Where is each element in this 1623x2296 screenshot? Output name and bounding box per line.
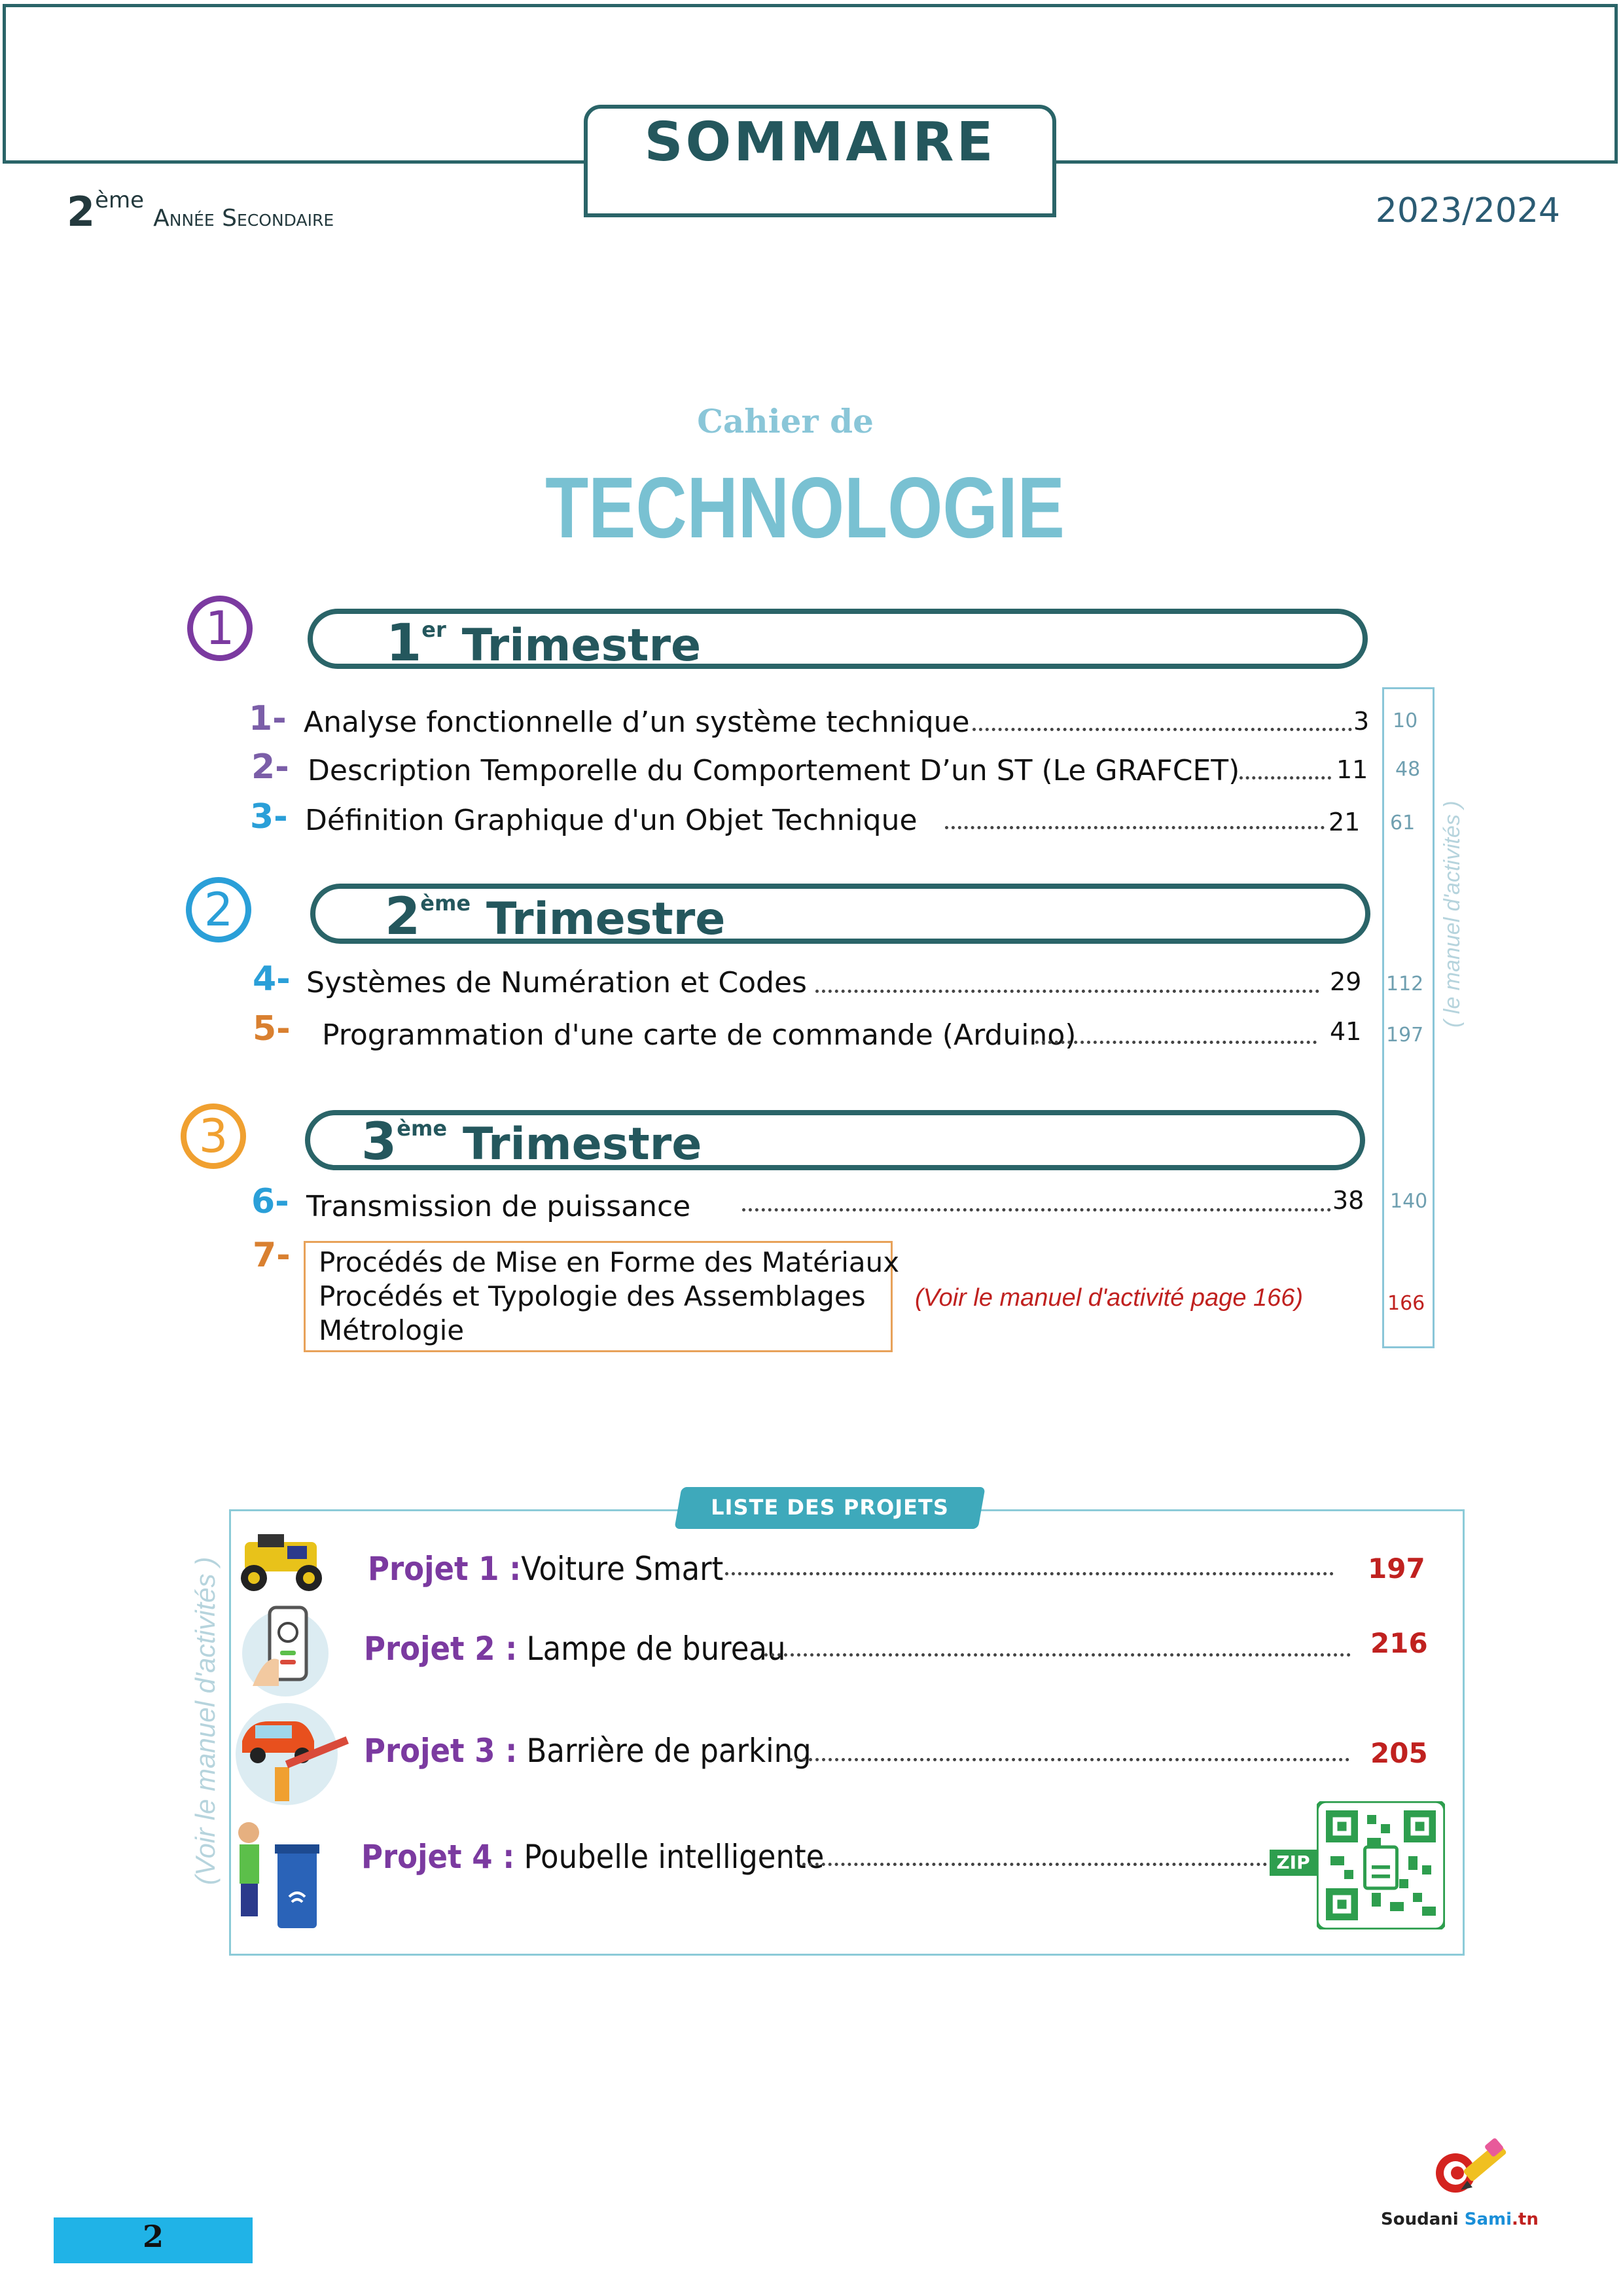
page-number: 2 <box>142 2219 164 2254</box>
projects-side-label: (Voir le manuel d'activités ) <box>190 1556 221 1885</box>
brand-logo-icon <box>1429 2135 1514 2207</box>
trimester-1-sup: er <box>421 617 446 642</box>
manual-column-label: ( le manuel d'activités ) <box>1440 800 1465 1028</box>
chapter-1-page: 3 <box>1353 707 1370 736</box>
chapter-7-line-2: Procédés et Typologie des Assemblages <box>319 1280 866 1312</box>
project-2-page: 216 <box>1370 1627 1428 1659</box>
project-3-page: 205 <box>1370 1737 1428 1769</box>
robot-car-icon <box>232 1522 336 1601</box>
chapter-7-line-1: Procédés de Mise en Forme des Matériaux <box>319 1246 900 1278</box>
chapter-3-number: 3- <box>250 797 288 836</box>
chapter-6-number: 6- <box>251 1182 289 1221</box>
project-1-page: 197 <box>1368 1552 1425 1585</box>
project-3-name <box>364 1732 812 1770</box>
brand-part-c: .tn <box>1512 2210 1539 2229</box>
chapter-6-leader <box>742 1208 1331 1211</box>
chapter-5-number: 5- <box>253 1009 291 1049</box>
trimester-3-word: Trimestre <box>463 1119 702 1170</box>
trimester-3-number: 3 <box>361 1113 397 1172</box>
project-4-name <box>361 1838 824 1876</box>
chapter-7-number: 7- <box>253 1236 291 1275</box>
chapter-2-number: 2- <box>251 747 289 787</box>
page-title: SOMMAIRE <box>644 111 996 173</box>
chapter-2-manual-page: 48 <box>1395 758 1421 781</box>
project-2-prefix: Projet 2 : <box>364 1630 518 1668</box>
project-1-prefix: Projet 1 : <box>368 1550 522 1588</box>
chapter-5-manual-page: 197 <box>1386 1024 1424 1047</box>
trimester-1-word: Trimestre <box>461 620 702 672</box>
trimester-2-sup: ème <box>420 891 471 916</box>
trimester-1-circle: 1 <box>187 596 253 661</box>
trimester-2-word: Trimestre <box>486 893 726 945</box>
trimester-3-circle: 3 <box>181 1103 246 1169</box>
chapter-6-page: 38 <box>1332 1186 1364 1215</box>
chapter-3-title: Définition Graphique d'un Objet Technique <box>305 804 918 837</box>
project-3-prefix: Projet 3 : <box>364 1732 518 1770</box>
trimester-3-title <box>361 1113 702 1172</box>
grade-number: 2 <box>67 188 96 236</box>
chapter-7-box <box>304 1241 900 1352</box>
chapter-4-leader <box>815 990 1319 993</box>
project-2-leader <box>764 1653 1351 1657</box>
zip-label[interactable]: ZIP <box>1270 1850 1317 1876</box>
chapter-6-title: Transmission de puissance <box>306 1190 691 1223</box>
project-1-leader <box>725 1572 1334 1575</box>
chapter-1-title: Analyse fonctionnelle d’un système technique <box>304 706 970 739</box>
cover-subtitle: Cahier de <box>697 402 874 440</box>
cover-title: TECHNOLOGIE <box>545 459 1065 556</box>
parking-barrier-icon <box>229 1695 360 1806</box>
chapter-7-manual-page: 166 <box>1387 1292 1425 1315</box>
chapter-4-title: Systèmes de Numération et Codes <box>306 966 807 999</box>
project-3-title: Barrière de parking <box>517 1732 812 1770</box>
brand-name <box>1381 2210 1539 2229</box>
grade-label <box>67 187 334 236</box>
grade-sup: ème <box>95 187 145 213</box>
manual-pages-column <box>1382 687 1435 1348</box>
project-4-leader <box>802 1863 1267 1866</box>
project-4-title: Poubelle intelligente <box>514 1838 825 1876</box>
chapter-2-title: Description Temporelle du Comportement D’un ST (Le GRAFCET) <box>308 754 1240 787</box>
project-3-leader <box>789 1758 1349 1761</box>
project-2-name <box>364 1630 785 1668</box>
school-year: 2023/2024 <box>1375 191 1560 230</box>
project-4-prefix: Projet 4 : <box>361 1838 515 1876</box>
phone-lamp-icon <box>240 1601 331 1699</box>
chapter-2-page: 11 <box>1336 755 1368 784</box>
chapter-7-line-3: Métrologie <box>319 1314 465 1346</box>
brand-part-b: Sami <box>1464 2210 1512 2229</box>
chapter-4-number: 4- <box>253 960 291 999</box>
brand-part-a: Soudani <box>1381 2210 1465 2229</box>
trimester-2-title <box>385 888 725 946</box>
trimester-1-title <box>386 614 701 673</box>
trimester-3-sup: ème <box>397 1116 448 1141</box>
chapter-5-page: 41 <box>1330 1017 1362 1046</box>
project-1-name <box>368 1550 723 1588</box>
trimester-2-circle: 2 <box>186 877 251 942</box>
project-1-title: Voiture Smart <box>521 1550 724 1588</box>
chapter-2-leader <box>1240 776 1331 780</box>
chapter-5-title: Programmation d'une carte de commande (Arduino) <box>322 1018 1077 1052</box>
trimester-1-number: 1 <box>386 614 422 673</box>
chapter-3-manual-page: 61 <box>1390 812 1416 834</box>
chapter-1-manual-page: 10 <box>1393 709 1418 732</box>
projects-badge-label: LISTE DES PROJETS <box>711 1495 949 1520</box>
chapter-3-leader <box>945 826 1325 829</box>
chapter-5-leader <box>1035 1041 1317 1044</box>
chapter-1-number: 1- <box>249 699 287 738</box>
chapter-4-page: 29 <box>1330 967 1362 996</box>
chapter-7-note: (Voir le manuel d'activité page 166) <box>915 1284 1304 1312</box>
qr-code-icon[interactable] <box>1317 1801 1445 1929</box>
chapter-6-manual-page: 140 <box>1390 1190 1428 1213</box>
smart-bin-icon <box>229 1818 327 1943</box>
chapter-4-manual-page: 112 <box>1386 973 1424 996</box>
trimester-2-number: 2 <box>385 888 421 946</box>
chapter-1-leader <box>972 728 1352 731</box>
grade-text: Année Secondaire <box>153 205 334 232</box>
chapter-3-page: 21 <box>1329 808 1361 836</box>
project-2-title: Lampe de bureau <box>517 1630 786 1668</box>
